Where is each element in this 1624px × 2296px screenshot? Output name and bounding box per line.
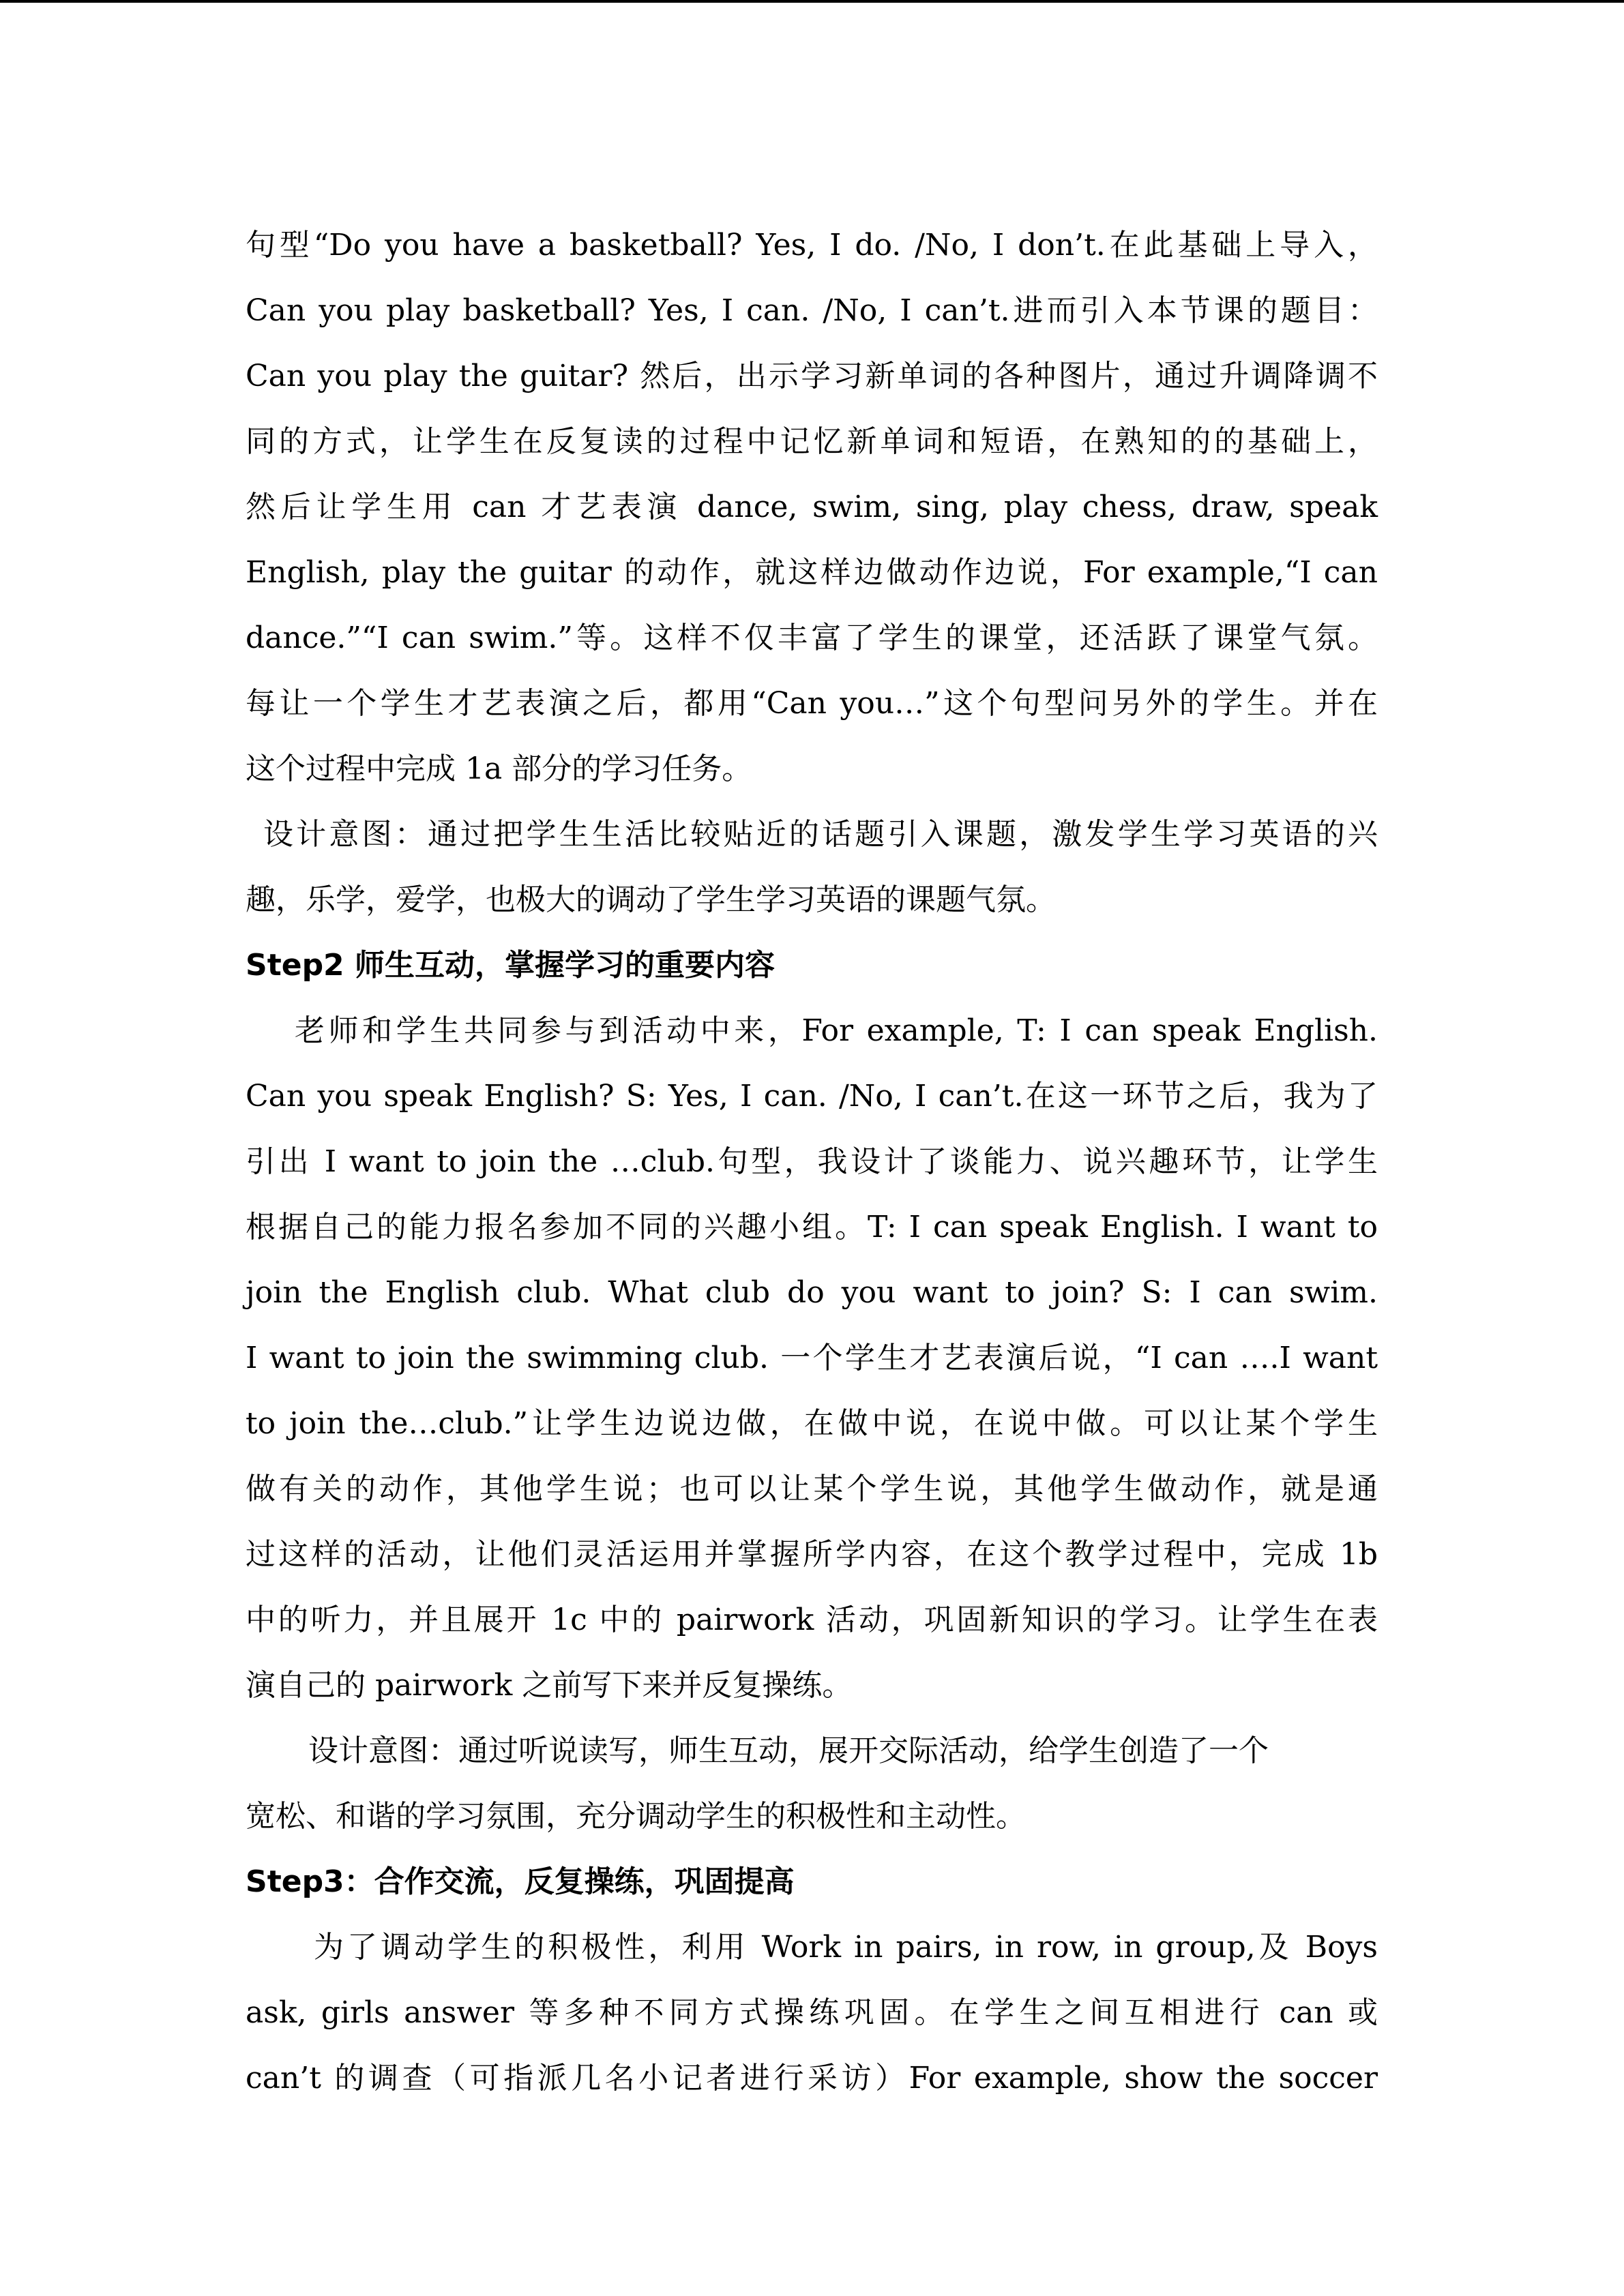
paragraph-line: 然后让学生用 can 才艺表演 dance, swim, sing, play chess, draw, speak bbox=[246, 490, 1378, 524]
paragraph-line: I want to join the swimming club. 一个学生才艺表演后说，“I can ….I want bbox=[246, 1341, 1378, 1375]
paragraph-line: 过这样的活动，让他们灵活运用并掌握所学内容，在这个教学过程中，完成 1b bbox=[246, 1537, 1378, 1572]
paragraph-line: 同的方式，让学生在反复读的过程中记忆新单词和短语，在熟知的的基础上， bbox=[246, 424, 1378, 459]
paragraph-line: 老师和学生共同参与到活动中来，For example, T: I can speak English. bbox=[295, 1013, 1378, 1048]
step3-heading: Step3：合作交流，反复操练，巩固提高 bbox=[246, 1864, 795, 1899]
paragraph-line: 中的听力，并且展开 1c 中的 pairwork 活动，巩固新知识的学习。让学生在表 bbox=[246, 1602, 1378, 1637]
paragraph-line: English, play the guitar 的动作，就这样边做动作边说，For example,“I can bbox=[246, 555, 1378, 590]
paragraph-line: 演自己的 pairwork 之前写下来并反复操练。 bbox=[246, 1668, 853, 1703]
step2-heading: Step2 师生互动，掌握学习的重要内容 bbox=[246, 948, 775, 983]
document-body bbox=[246, 213, 1378, 2111]
paragraph-line: ask, girls answer 等多种不同方式操练巩固。在学生之间互相进行 can 或 bbox=[246, 1995, 1378, 2030]
paragraph-line: to join the…club.”让学生边说边做，在做中说，在说中做。可以让某个学生 bbox=[246, 1406, 1378, 1441]
paragraph-line: dance.”“I can swim.”等。这样不仅丰富了学生的课堂，还活跃了课堂气氛。 bbox=[246, 621, 1378, 655]
paragraph-line: join the English club. What club do you want to join? S: I can swim. bbox=[246, 1275, 1378, 1310]
design-intent-line: 设计意图：通过把学生生活比较贴近的话题引入课题，激发学生学习英语的兴 bbox=[263, 817, 1378, 852]
paragraph-line: 每让一个学生才艺表演之后，都用“Can you…”这个句型问另外的学生。并在 bbox=[246, 686, 1378, 721]
paragraph-line: 这个过程中完成 1a 部分的学习任务。 bbox=[246, 751, 752, 786]
paragraph-line: 根据自己的能力报名参加不同的兴趣小组。T: I can speak English. I want to bbox=[246, 1210, 1378, 1244]
paragraph-line: 做有关的动作，其他学生说；也可以让某个学生说，其他学生做动作，就是通 bbox=[246, 1472, 1378, 1506]
design-intent-line: 趣，乐学，爱学，也极大的调动了学生学习英语的课题气氛。 bbox=[246, 882, 1056, 917]
paragraph-line: 为了调动学生的积极性，利用 Work in pairs, in row, in group,及 Boys bbox=[314, 1930, 1378, 1965]
design-intent-line: 宽松、和谐的学习氛围，充分调动学生的积极性和主动性。 bbox=[246, 1799, 1026, 1834]
paragraph-line: 句型“Do you have a basketball? Yes, I do. /No, I don’t.在此基础上导入， bbox=[246, 228, 1378, 263]
paragraph-line: Can you play basketball? Yes, I can. /No, I can’t.进而引入本节课的题目： bbox=[246, 293, 1378, 328]
paragraph-line: 引出 I want to join the …club.句型，我设计了谈能力、说兴趣环节，让学生 bbox=[246, 1144, 1378, 1179]
top-border-rule bbox=[0, 0, 1624, 3]
design-intent-line: 设计意图：通过听说读写，师生互动，展开交际活动，给学生创造了一个 bbox=[308, 1733, 1269, 1768]
paragraph-line: Can you play the guitar? 然后，出示学习新单词的各种图片，通过升调降调不 bbox=[246, 359, 1378, 393]
paragraph-line: can’t 的调查（可指派几名小记者进行采访）For example, show the soccer bbox=[246, 2061, 1378, 2096]
paragraph-line: Can you speak English? S: Yes, I can. /No, I can’t.在这一环节之后，我为了 bbox=[246, 1079, 1378, 1114]
